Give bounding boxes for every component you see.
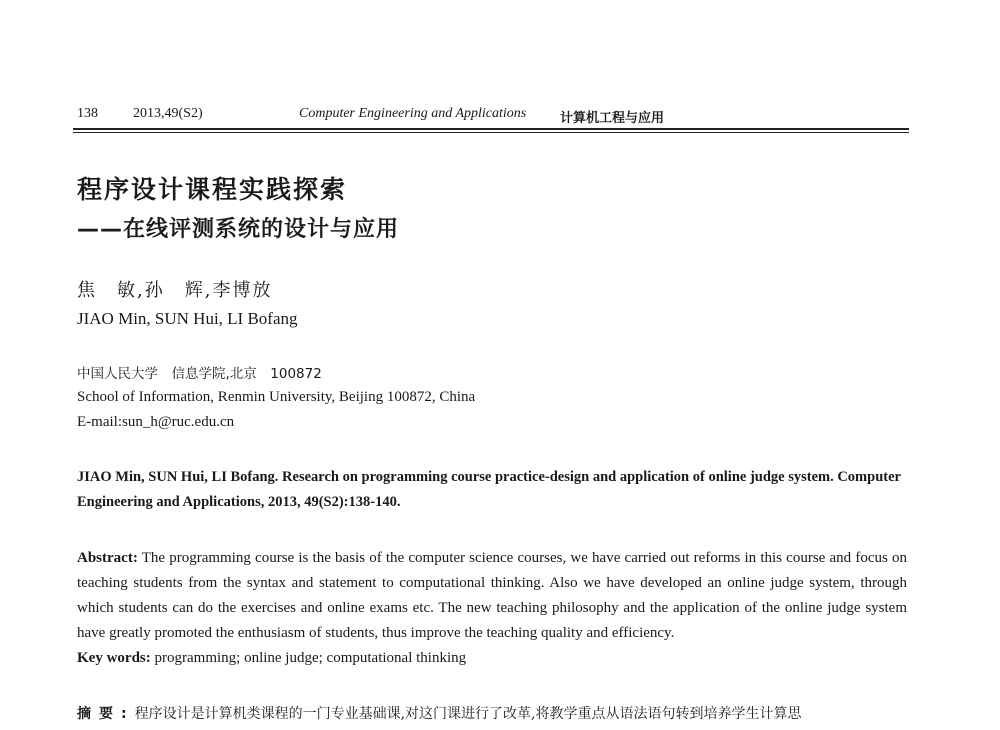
paper-subtitle: ——在线评测系统的设计与应用 — [77, 217, 400, 242]
keywords-label: Key words: — [77, 650, 151, 666]
affiliation-en: School of Information, Renmin University, Beijing 100872, China — [77, 389, 476, 405]
keywords-text: programming; online judge; computational thinking — [154, 650, 467, 666]
journal-name-en: Computer Engineering and Applications — [299, 106, 527, 121]
abstract-text: The programming course is the basis of the computer science courses, we have carried out reforms in this course and focus on teaching students from the syntax and statement to computational thinking. Also we have developed an online judge system, through which students can do the exercises and online exams etc. The new teaching philosophy and the application of the online judge system have greatly promoted the enthusiasm of students, thus improve the teaching quality and efficiency. — [77, 550, 907, 641]
header-rule-thick — [73, 128, 909, 130]
header-rule-thin — [73, 132, 909, 133]
issue-info: 2013,49(S2) — [133, 106, 203, 121]
affiliation-cn: 中国人民大学 信息学院,北京 100872 — [77, 366, 322, 382]
authors-en: JIAO Min, SUN Hui, LI Bofang — [77, 309, 298, 328]
abstract-cn — [77, 703, 917, 723]
paper-title: 程序设计课程实践探索 — [77, 175, 348, 204]
authors-cn: 焦 敏,孙 辉,李博放 — [77, 280, 273, 301]
abstract-cn-label: 摘要: — [77, 706, 135, 722]
abstract-en — [77, 546, 907, 646]
author-email: E-mail:sun_h@ruc.edu.cn — [77, 414, 235, 430]
keywords-en — [77, 650, 466, 667]
abstract-label: Abstract: — [77, 550, 138, 566]
citation: JIAO Min, SUN Hui, LI Bofang. Research on programming course practice-design and application of online judge system. Computer Engineering and Applications, 2013, 49(S2):138-140. — [77, 469, 901, 510]
abstract-cn-text: 程序设计是计算机类课程的一门专业基础课,对这门课进行了改革,将教学重点从语法语句转到培养学生计算思 — [134, 706, 802, 722]
journal-name-cn: 计算机工程与应用 — [560, 111, 665, 126]
running-header — [77, 106, 907, 126]
page-number: 138 — [77, 106, 98, 121]
